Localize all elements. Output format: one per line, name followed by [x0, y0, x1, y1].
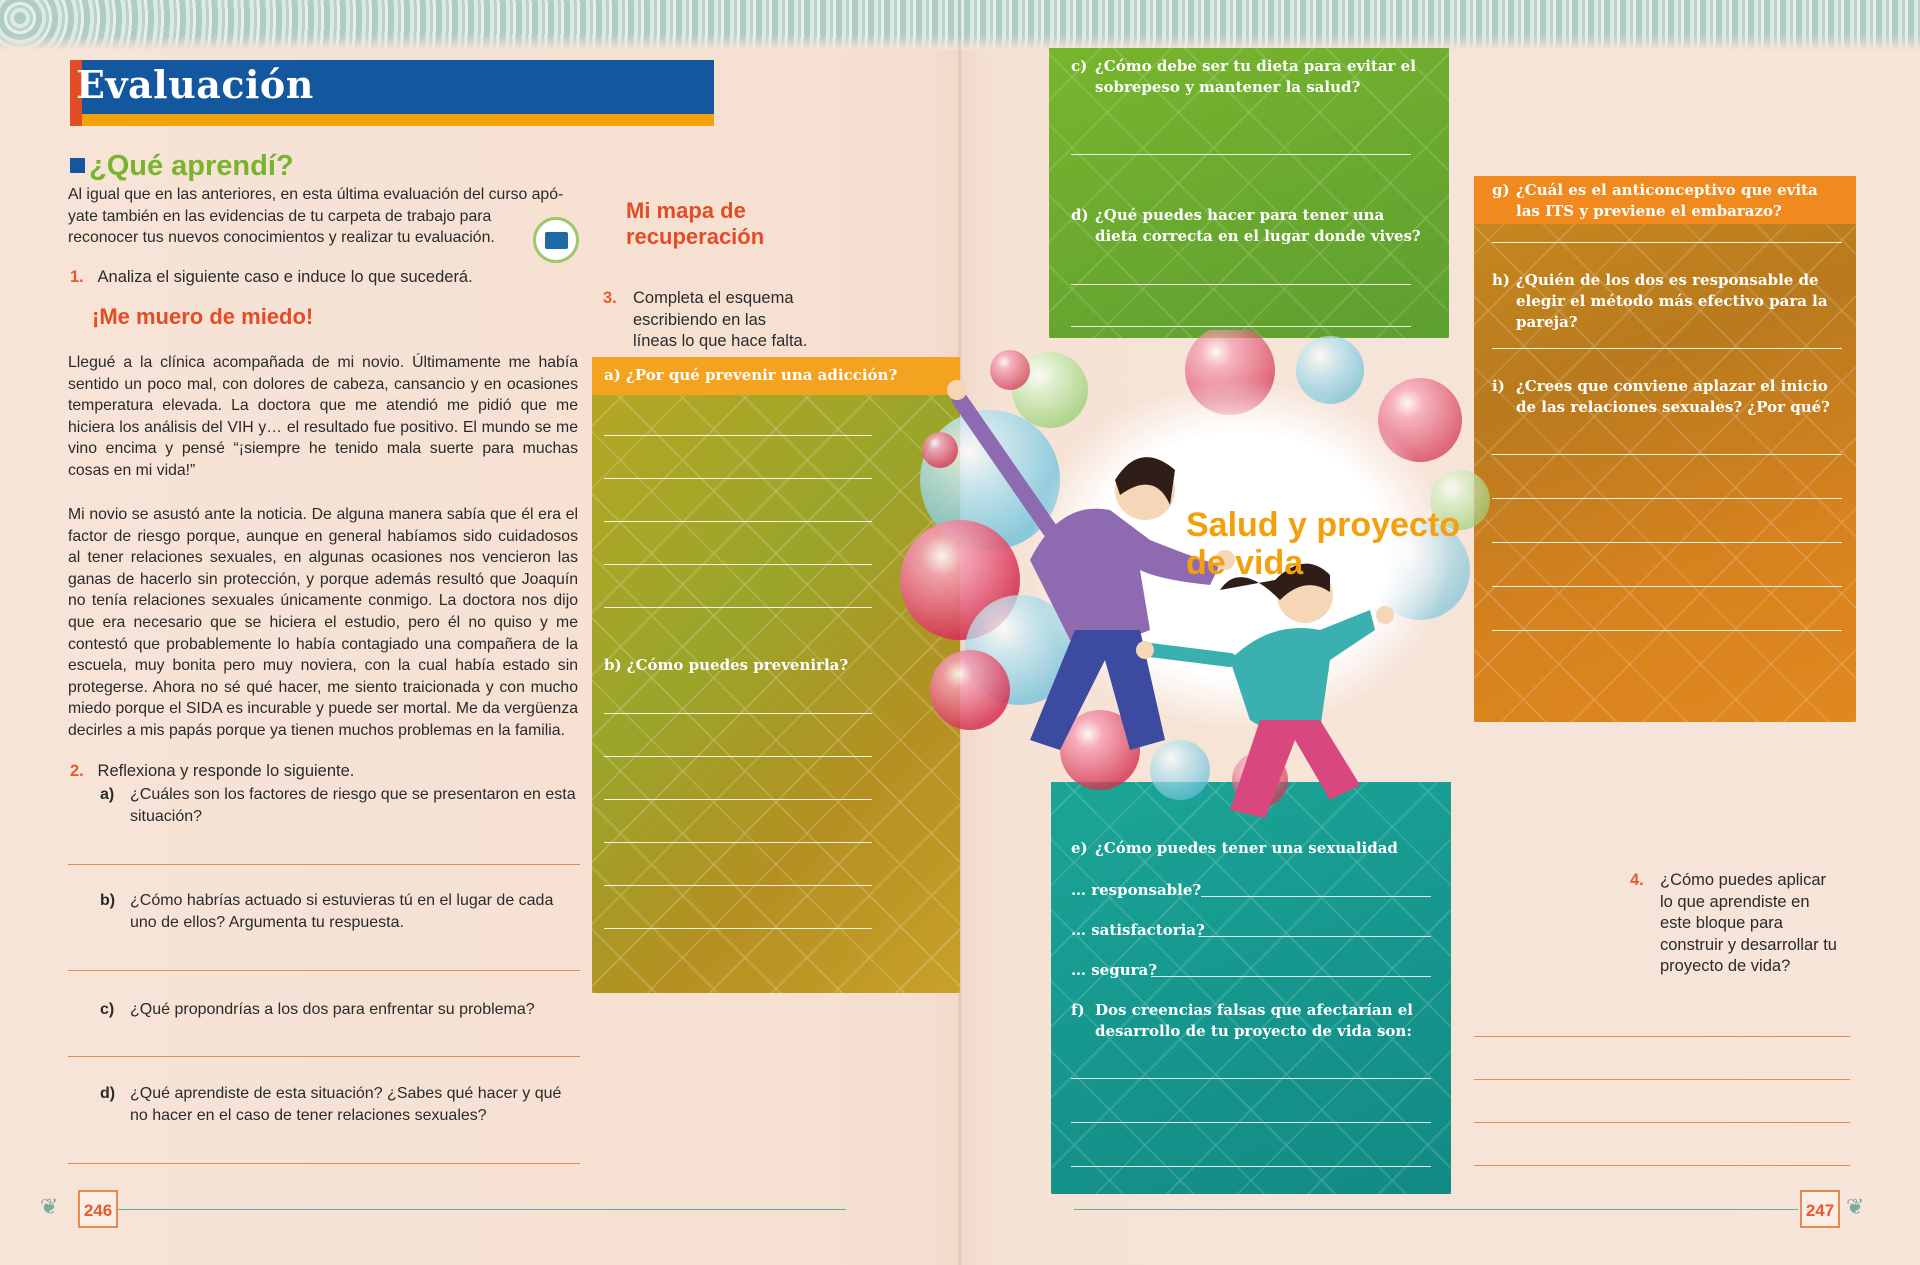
answer-line-b6[interactable] [604, 928, 872, 929]
answer-line-f3[interactable] [1071, 1166, 1431, 1167]
panel-question-h: ¿Quién de los dos es responsable de elegir el método más efectivo para la pareja? [1516, 271, 1828, 331]
answer-line-b3[interactable] [604, 799, 872, 800]
answer-line-h1[interactable] [1492, 348, 1842, 349]
answer-line-f1[interactable] [1071, 1078, 1431, 1079]
answer-line-4-3[interactable] [1474, 1122, 1850, 1123]
answer-line-segura[interactable] [1151, 976, 1431, 977]
panel-question-g: ¿Cuál es el anticonceptivo que evita las ITS y previene el embarazo? [1516, 181, 1818, 220]
panel-question-b: b) ¿Cómo puedes prevenirla? [604, 656, 849, 674]
letter-g: g) [1492, 181, 1510, 199]
answer-line-satisfactoria[interactable] [1198, 936, 1431, 937]
scheme-panel-ghi [1474, 176, 1856, 722]
question-4: 4. ¿Cómo puedes aplicar lo que aprendiste en este bloque para construir y desarrollar tu proyecto de vida? [1630, 871, 1837, 975]
option-satisfactoria: … satisfactoria? [1071, 921, 1205, 939]
answer-line-i2[interactable] [1492, 498, 1842, 499]
answer-line-2d[interactable] [68, 1163, 580, 1164]
panel-question-i: ¿Crees que conviene aplazar el inicio de las relaciones sexuales? ¿Por qué? [1516, 377, 1830, 416]
option-responsable: … responsable? [1071, 881, 1202, 899]
answer-line-d1[interactable] [1071, 284, 1411, 285]
leaf-sprig-icon: ❦ [1846, 1194, 1865, 1219]
question-2: 2. Reflexiona y responde lo siguiente. [70, 762, 355, 780]
story-paragraph-1: Llegué a la clínica acompañada de mi novio. Últimamente me había sentido un poco mal, con dolores de cabeza, cansancio y en ocasiones temperatura elevada. La doctora que me atendió me pidió que me hiciera los análisis del VIH y… el resultado fue positivo. El mundo se me vino encima y pensé “¡siempre he tenido mala suerte para muchas cosas en mi vida!” [68, 354, 578, 479]
intro-paragraph: Al igual que en las anteriores, en esta última evaluación del curso apó- yate también en las evidencias de tu carpeta de trabajo para reconocer tus nuevos conocimientos y realizar tu evaluación. [68, 186, 564, 246]
answer-line-2a[interactable] [68, 864, 580, 865]
option-segura: … segura? [1071, 961, 1158, 979]
panel-question-f: Dos creencias falsas que afectarían el desarrollo de tu proyecto de vida son: [1095, 1001, 1413, 1040]
question-2d: d) ¿Qué aprendiste de esta situación? ¿Sabes qué hacer y qué no hacer en el caso de tener relaciones sexuales? [100, 1085, 562, 1124]
answer-line-a3[interactable] [604, 521, 872, 522]
answer-line-2c[interactable] [68, 1056, 580, 1057]
map-title: Mi mapa de recuperación [626, 198, 765, 249]
case-title: ¡Me muero de miedo! [92, 304, 314, 329]
leaf-sprig-icon: ❦ [40, 1194, 59, 1219]
question-1: 1. Analiza el siguiente caso e induce lo que sucederá. [70, 268, 473, 286]
answer-line-i1[interactable] [1492, 454, 1842, 455]
answer-line-2b[interactable] [68, 970, 580, 971]
answer-line-b5[interactable] [604, 885, 872, 886]
center-title: Salud y proyecto de vida [1186, 506, 1460, 582]
section-heading: ¿Qué aprendí? [70, 150, 294, 183]
answer-line-responsable[interactable] [1201, 896, 1431, 897]
answer-line-4-2[interactable] [1474, 1079, 1850, 1080]
scheme-panel-ef [1051, 782, 1451, 1194]
panel-pattern [1474, 176, 1856, 722]
letter-i: i) [1492, 377, 1505, 395]
answer-line-b4[interactable] [604, 842, 872, 843]
answer-line-f2[interactable] [1071, 1122, 1431, 1123]
answer-line-i3[interactable] [1492, 542, 1842, 543]
answer-line-b2[interactable] [604, 756, 872, 757]
answer-line-4-4[interactable] [1474, 1165, 1850, 1166]
panel-question-c: ¿Cómo debe ser tu dieta para evitar el sobrepeso y mantener la salud? [1095, 57, 1416, 96]
answer-line-g1[interactable] [1492, 242, 1842, 243]
answer-line-a2[interactable] [604, 478, 872, 479]
answer-line-a4[interactable] [604, 564, 872, 565]
letter-d: d) [1071, 206, 1089, 224]
letter-e: e) [1071, 839, 1088, 857]
question-2c: c) ¿Qué propondrías a los dos para enfrentar su problema? [100, 1001, 535, 1018]
title-bar-stripe [70, 114, 714, 126]
footer-rule-left [118, 1209, 846, 1210]
folder-icon [533, 217, 579, 263]
bullet-square-icon [70, 158, 85, 173]
letter-h: h) [1492, 271, 1511, 289]
panel-question-a: a) ¿Por qué prevenir una adicción? [604, 366, 898, 384]
answer-line-a1[interactable] [604, 435, 872, 436]
answer-line-c1[interactable] [1071, 154, 1411, 155]
letter-c: c) [1071, 57, 1088, 75]
scheme-panel-cd [1049, 48, 1449, 338]
question-3: 3. Completa el esquema escribiendo en las líneas lo que hace falta. [603, 289, 808, 350]
answer-line-b1[interactable] [604, 713, 872, 714]
question-2b: b) ¿Cómo habrías actuado si estuvieras tú en el lugar de cada uno de ellos? Argumenta tu respuesta. [100, 892, 554, 931]
footer-rule-right [1074, 1209, 1798, 1210]
answer-line-i5[interactable] [1492, 630, 1842, 631]
story-paragraph-2: Mi novio se asustó ante la noticia. De alguna manera sabía que él era el factor de riesgo porque, aunque en general habíamos sido cuidadosos al tener relaciones sexuales, en algunas ocasiones nos vencieron las ganas de hacerlo sin protección, y porque además resultó que Joaquín no tenía relaciones sexuales únicamente conmigo. La doctora nos dijo que era necesario que se hiciera el estudio, pero él no quiso y me contestó que probablemente lo había contagiado una compañera de la escuela, muy bonita pero muy noviera, con la cual había estado sin protegerse. Ahora no sé qué hacer, me siento traicionada y con mucho miedo porque el SIDA es incurable y puede ser mortal. Me da vergüenza decirles a mis papás porque ya tienen muchos problemas en la familia. [68, 506, 578, 739]
panel-question-d: ¿Qué puedes hacer para tener una dieta correcta en el lugar donde vives? [1095, 206, 1421, 245]
page-number-right: 247 [1800, 1190, 1840, 1228]
answer-line-d2[interactable] [1071, 326, 1411, 327]
answer-line-a5[interactable] [604, 607, 872, 608]
panel-question-e: ¿Cómo puedes tener una sexualidad [1095, 839, 1398, 857]
page-title: Evaluación [76, 62, 314, 107]
answer-line-4-1[interactable] [1474, 1036, 1850, 1037]
page-number-left: 246 [78, 1190, 118, 1228]
letter-f: f) [1071, 1001, 1085, 1019]
answer-line-i4[interactable] [1492, 586, 1842, 587]
question-2a: a) ¿Cuáles son los factores de riesgo que se presentaron en esta situación? [100, 786, 576, 825]
